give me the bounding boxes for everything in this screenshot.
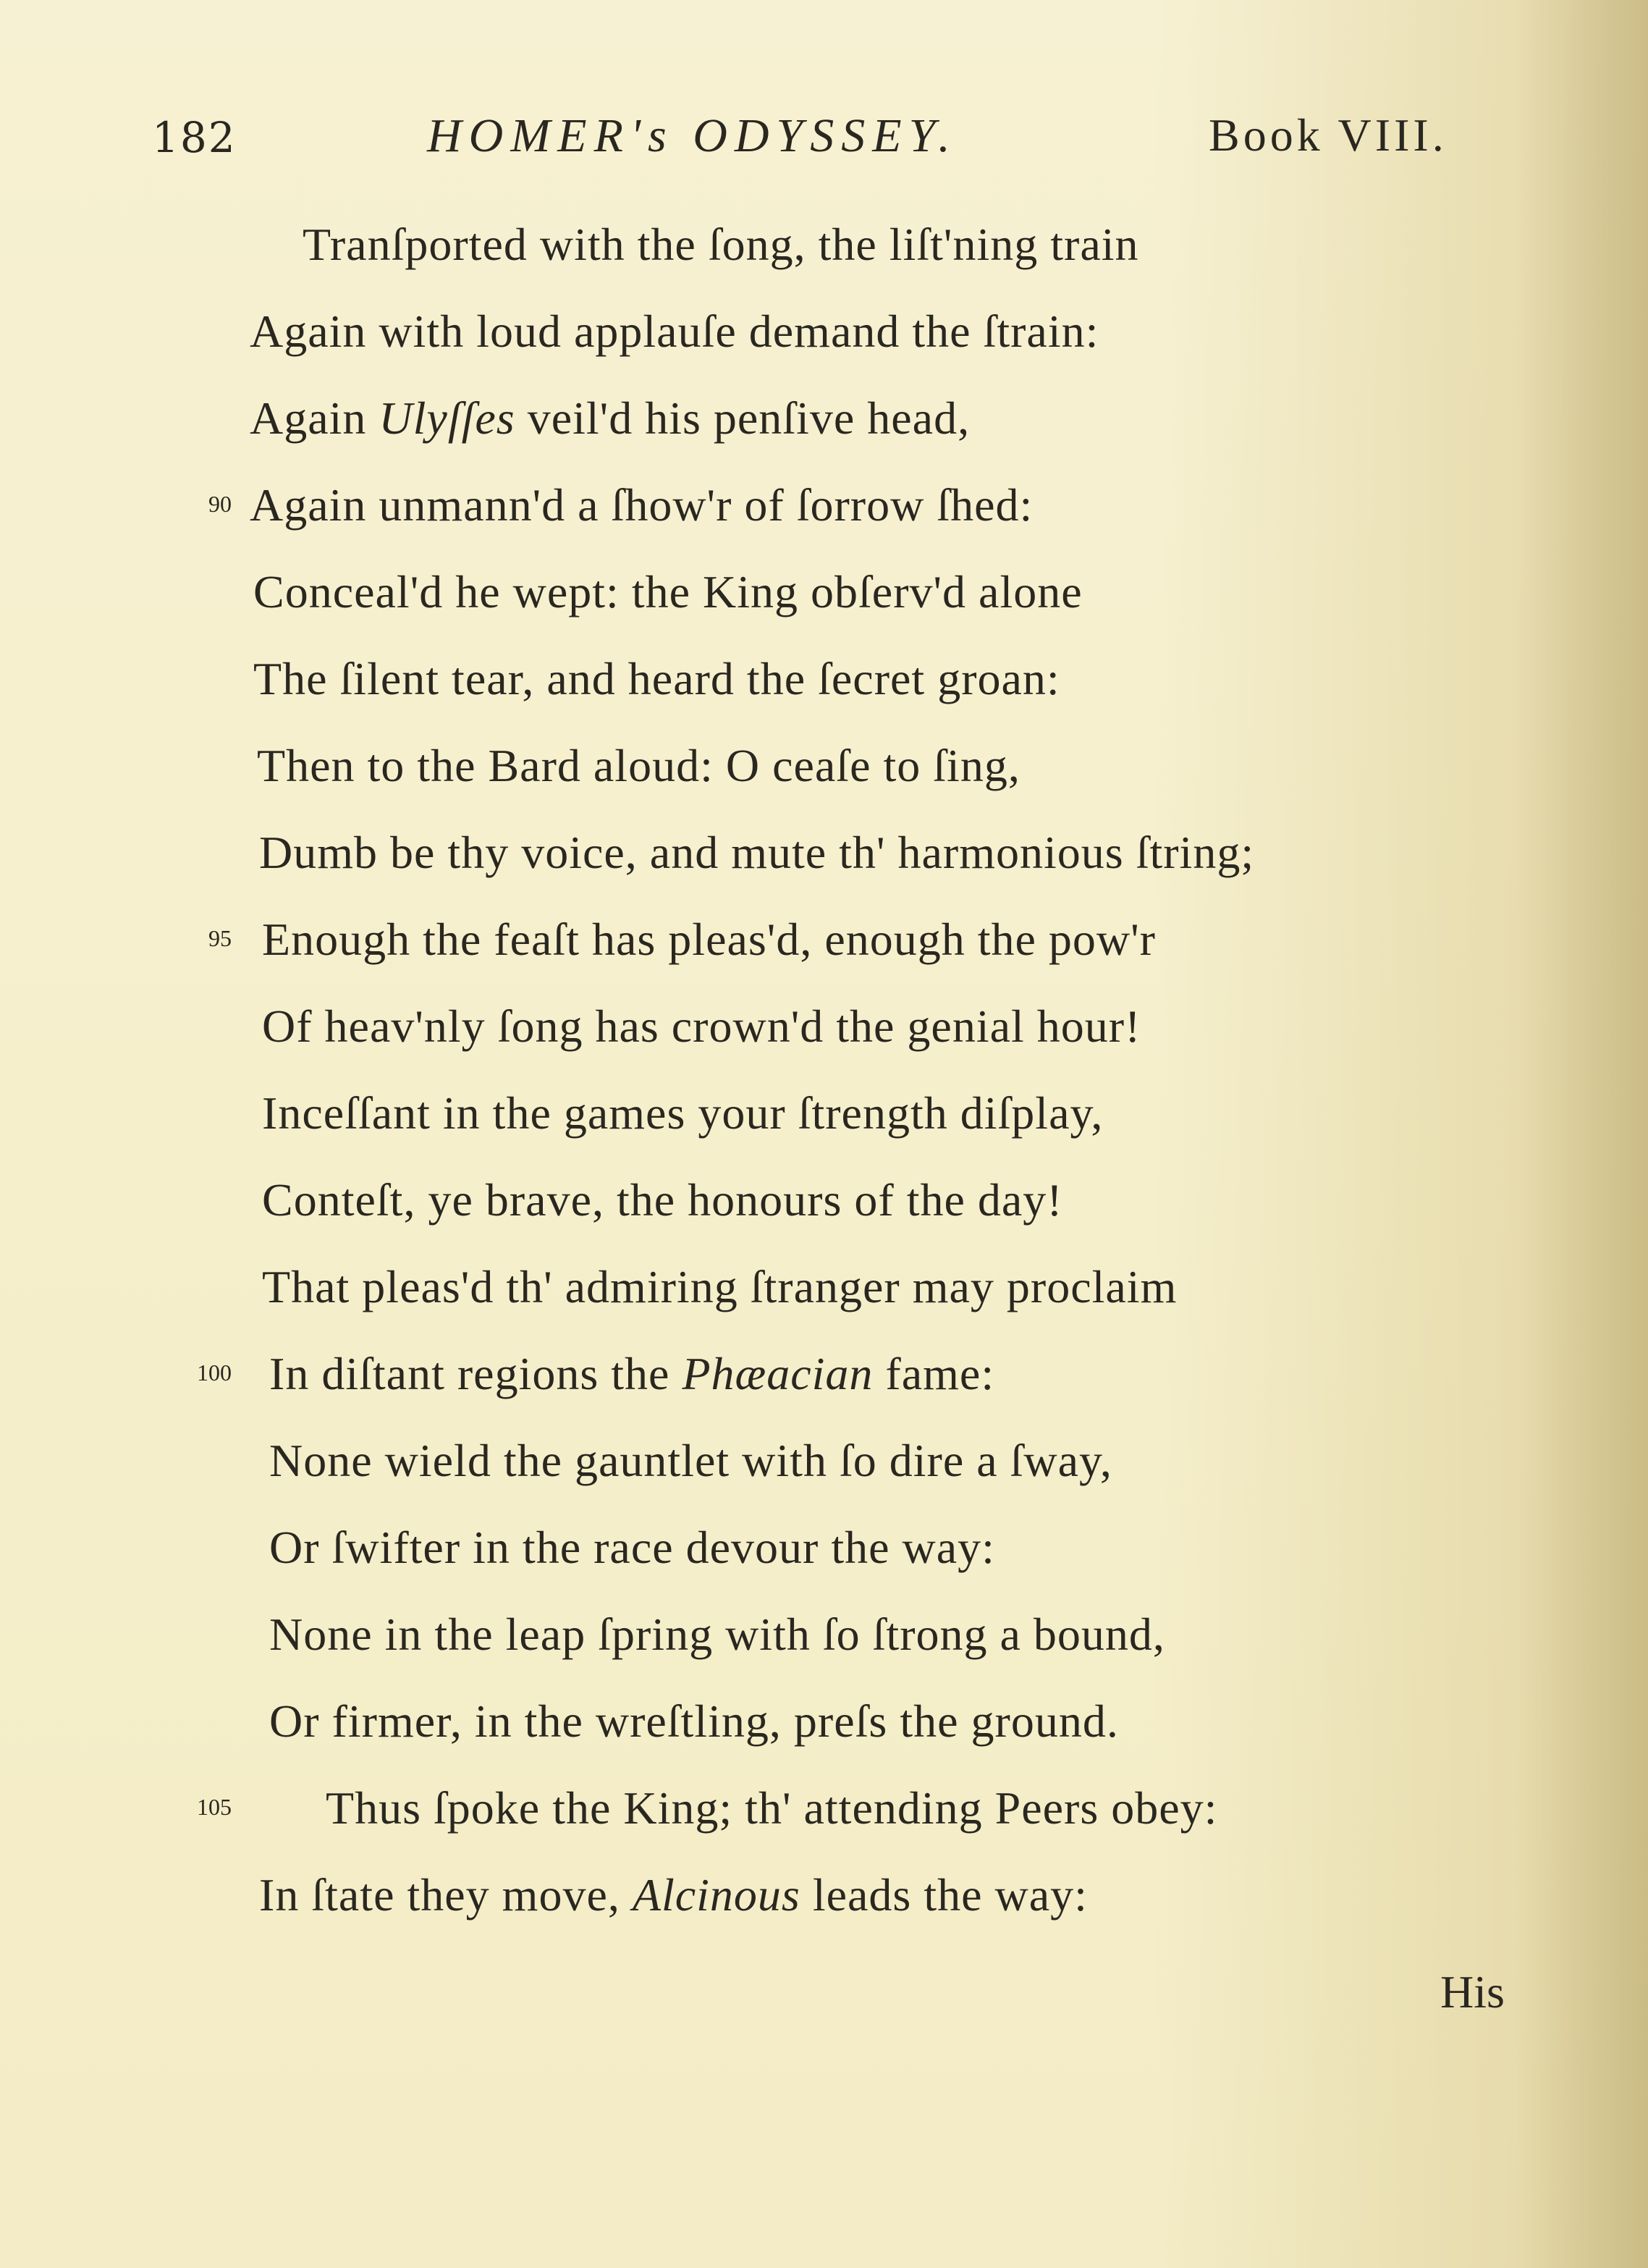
poem-line	[0, 297, 1648, 376]
poem-line	[0, 1165, 1648, 1245]
poem-line	[0, 1339, 1648, 1419]
book-label: Book VIII.	[1209, 109, 1448, 161]
running-title: HOMER's ODYSSEY.	[427, 109, 958, 162]
poem-line	[0, 644, 1648, 724]
line-text	[253, 557, 1083, 627]
line-text	[269, 1600, 1165, 1669]
verse-text: That pleas'd th' admiring ſtranger may proclaim	[262, 1261, 1178, 1312]
line-text	[259, 1860, 1088, 1930]
line-text	[250, 297, 1099, 366]
poem-line	[0, 818, 1648, 898]
verse-text: leads the way:	[800, 1869, 1088, 1921]
line-number: 95	[208, 925, 232, 951]
verse-text: In diſtant regions the	[269, 1348, 683, 1399]
line-text	[262, 1079, 1103, 1148]
verse-text: Inceſſant in the games your ſtrength diſplay,	[262, 1087, 1104, 1139]
line-text	[269, 1339, 994, 1409]
verse-text: None in the leap ſpring with ſo ſtrong a bound,	[269, 1609, 1165, 1660]
poem-line	[0, 1600, 1648, 1679]
poem-line	[0, 1687, 1648, 1766]
line-text	[262, 1165, 1063, 1235]
poem-line	[0, 992, 1648, 1071]
catchword: His	[1440, 1966, 1505, 2018]
page-number: 182	[152, 113, 237, 162]
poem-line	[0, 1774, 1648, 1853]
verse-text: Again with loud applauſe demand the ſtrain:	[250, 305, 1099, 357]
verse-text: The ſilent tear, and heard the ſecret groan:	[253, 653, 1060, 704]
verse-text: Or firmer, in the wreſtling, preſs the ground.	[269, 1695, 1119, 1747]
poem-line	[0, 471, 1648, 550]
verse-text: fame:	[873, 1348, 995, 1399]
verse-text: Again	[250, 392, 379, 444]
poem-line	[0, 1860, 1648, 1940]
poem-line	[0, 384, 1648, 463]
line-text	[269, 1513, 995, 1582]
verse-text: Then to the Bard aloud: O ceaſe to ſing,	[257, 740, 1021, 791]
line-text	[250, 471, 1033, 540]
verse-text: In ſtate they move,	[259, 1869, 633, 1921]
verse-text: Conceal'd he wept: the King obſerv'd alone	[253, 566, 1083, 617]
verse-text: Conteſt, ye brave, the honours of the day!	[262, 1174, 1063, 1226]
verse-text: Tranſported with the ſong, the liſt'ning train	[303, 219, 1139, 270]
line-number: 90	[208, 491, 232, 517]
poem-line	[0, 905, 1648, 985]
line-text	[269, 1687, 1119, 1756]
verse-text: Or ſwifter in the race devour the way:	[269, 1522, 995, 1573]
italic-name: Phæacian	[682, 1348, 874, 1399]
line-number: 105	[197, 1794, 232, 1820]
poem-line	[0, 1426, 1648, 1506]
verse-text: Again unmann'd a ſhow'r of ſorrow ſhed:	[250, 479, 1034, 531]
verse-text: None wield the gauntlet with ſo dire a ſway,	[269, 1435, 1112, 1486]
verse-text: Thus ſpoke the King; th' attending Peers obey:	[326, 1782, 1218, 1834]
line-text	[326, 1774, 1217, 1843]
line-text	[250, 384, 970, 453]
line-text	[262, 992, 1141, 1061]
line-text	[262, 905, 1156, 974]
line-text	[303, 210, 1139, 279]
verse-text: veil'd his penſive head,	[515, 392, 971, 444]
poem-line	[0, 1513, 1648, 1593]
verse-text: Of heav'nly ſong has crown'd the genial hour!	[262, 1000, 1141, 1052]
page-header	[152, 109, 1527, 174]
poem-line	[0, 731, 1648, 811]
line-text	[259, 818, 1254, 888]
line-text	[262, 1252, 1177, 1322]
line-number: 100	[197, 1359, 232, 1386]
poem-line	[0, 557, 1648, 637]
line-text	[269, 1426, 1112, 1496]
line-text	[257, 731, 1021, 801]
verse-text: Dumb be thy voice, and mute th' harmonious ſtring;	[259, 827, 1255, 878]
poem-line	[0, 1079, 1648, 1158]
verse-text: Enough the feaſt has pleas'd, enough the pow'r	[262, 914, 1156, 965]
italic-name: Ulyſſes	[379, 392, 515, 444]
poem-line	[0, 1252, 1648, 1332]
line-text	[253, 644, 1060, 714]
poem-line	[0, 210, 1648, 290]
italic-name: Alcinous	[632, 1869, 800, 1921]
